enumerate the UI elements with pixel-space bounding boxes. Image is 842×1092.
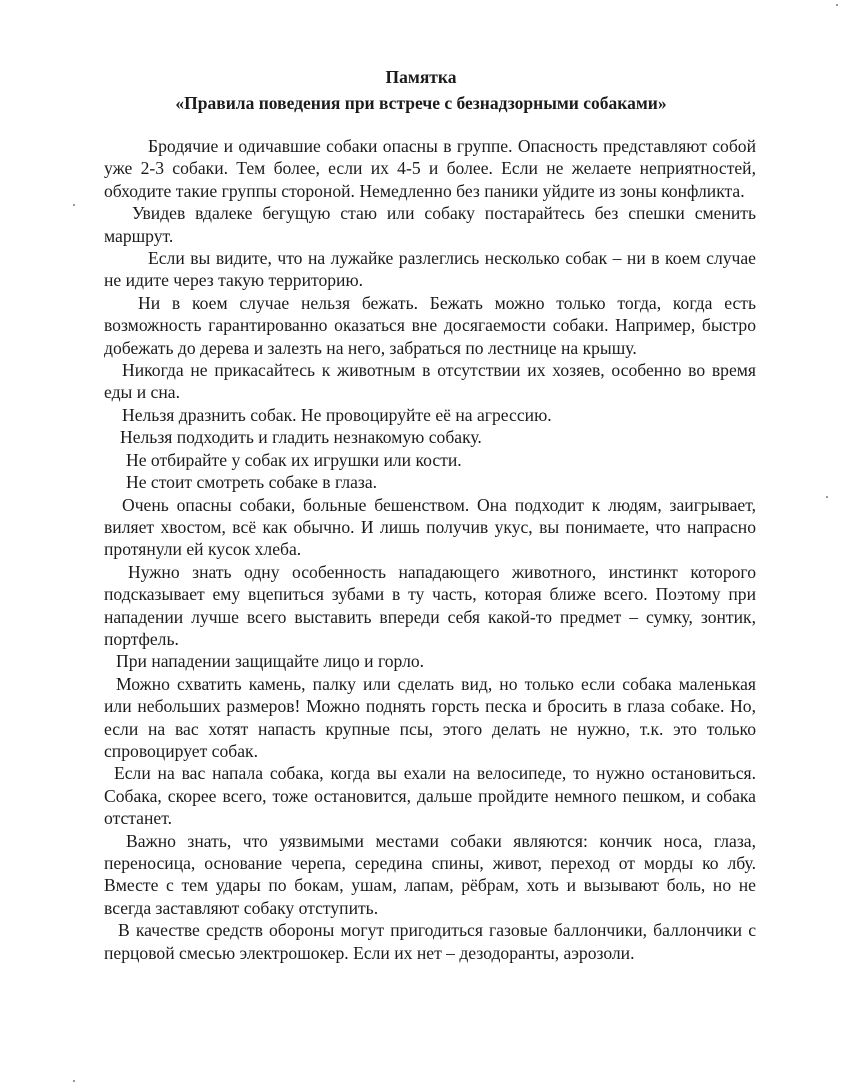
paragraph-protect-face: При нападении защищайте лицо и горло. <box>116 651 425 672</box>
paragraph-do-not-run: Ни в коем случае нельзя бежать. Бежать можно только тогда, когда есть возможность гарантированно оказаться вне досягаемости собаки. Например, быстро добежать до дерева и залезть на него, забраться по лестнице на крышу. <box>104 292 756 358</box>
document-body <box>104 135 756 964</box>
paragraph-do-not-touch: Никогда не прикасайтесь к животным в отсутствии их хозяев, особенно во время еды и сна. <box>104 360 756 403</box>
paragraph-do-not-take-toys: Не отбирайте у собак их игрушки или кости. <box>126 449 462 470</box>
paragraph-bicycle: Если на вас напала собака, когда вы ехали на велосипеде, то нужно остановиться. Собака, скорее всего, тоже остановится, дальше пройдите немного пешком, и собака отстанет. <box>104 763 756 829</box>
paragraph-defense-means: В качестве средств обороны могут пригодиться газовые баллончики, баллончики с перцовой смесью электрошокер. Если их нет – дезодоранты, аэрозоли. <box>104 920 756 963</box>
scan-speck <box>73 204 75 206</box>
paragraph-group-danger: Бродячие и одичавшие собаки опасны в группе. Опасность представляют собой уже 2-3 собаки. Тем более, если их 4-5 и более. Если не желаете неприятностей, обходите такие группы стороной. Немедленно без паники уйдите из зоны конфликта. <box>104 136 756 201</box>
paragraph-stone-stick: Можно схватить камень, палку или сделать вид, но только если собака маленькая или небольших размеров! Можно поднять горсть песка и бросить в глаза собаке. Но, если на вас хотят напасть крупные псы, этого делать не нужно, т.к. это только спровоцирует собак. <box>104 673 756 761</box>
paragraph-do-not-pet: Нельзя подходить и гладить незнакомую собаку. <box>120 427 482 448</box>
document-subtitle: «Правила поведения при встрече с безнадзорными собаками» <box>175 93 667 113</box>
scan-speck <box>73 1080 75 1082</box>
paragraph-do-not-tease: Нельзя дразнить собак. Не провоцируйте её на агрессию. <box>122 404 552 425</box>
paragraph-lawn: Если вы видите, что на лужайке разлеглись несколько собак – ни в коем случае не идите через такую территорию. <box>104 248 756 291</box>
scan-speck <box>836 4 838 6</box>
document-title: Памятка <box>385 67 457 87</box>
paragraph-attack-instinct: Нужно знать одну особенность нападающего животного, инстинкт которого подсказывает ему вцепиться зубами в ту часть, которая ближе всего. Поэтому при нападении лучше всего выставить впереди себя какой-то предмет – сумку, зонтик, портфель. <box>104 561 756 649</box>
scan-speck <box>826 496 828 498</box>
paragraph-eye-contact: Не стоит смотреть собаке в глаза. <box>126 472 378 493</box>
paragraph-vulnerable-spots: Важно знать, что уязвимыми местами собаки являются: кончик носа, глаза, переносица, основание черепа, середина спины, живот, переход от морды ко лбу. Вместе с тем удары по бокам, ушам, лапам, рёбрам, хоть и вызывают боль, но не всегда заставляют собаку отступить. <box>104 830 756 918</box>
paragraph-rabies: Очень опасны собаки, больные бешенством. Она подходит к людям, заигрывает, виляет хвостом, всё как обычно. И лишь получив укус, вы понимаете, что напрасно протянули ей кусок хлеба. <box>104 494 756 560</box>
paragraph-change-route: Увидев вдалеке бегущую стаю или собаку постарайтесь без спешки сменить маршрут. <box>104 203 756 246</box>
